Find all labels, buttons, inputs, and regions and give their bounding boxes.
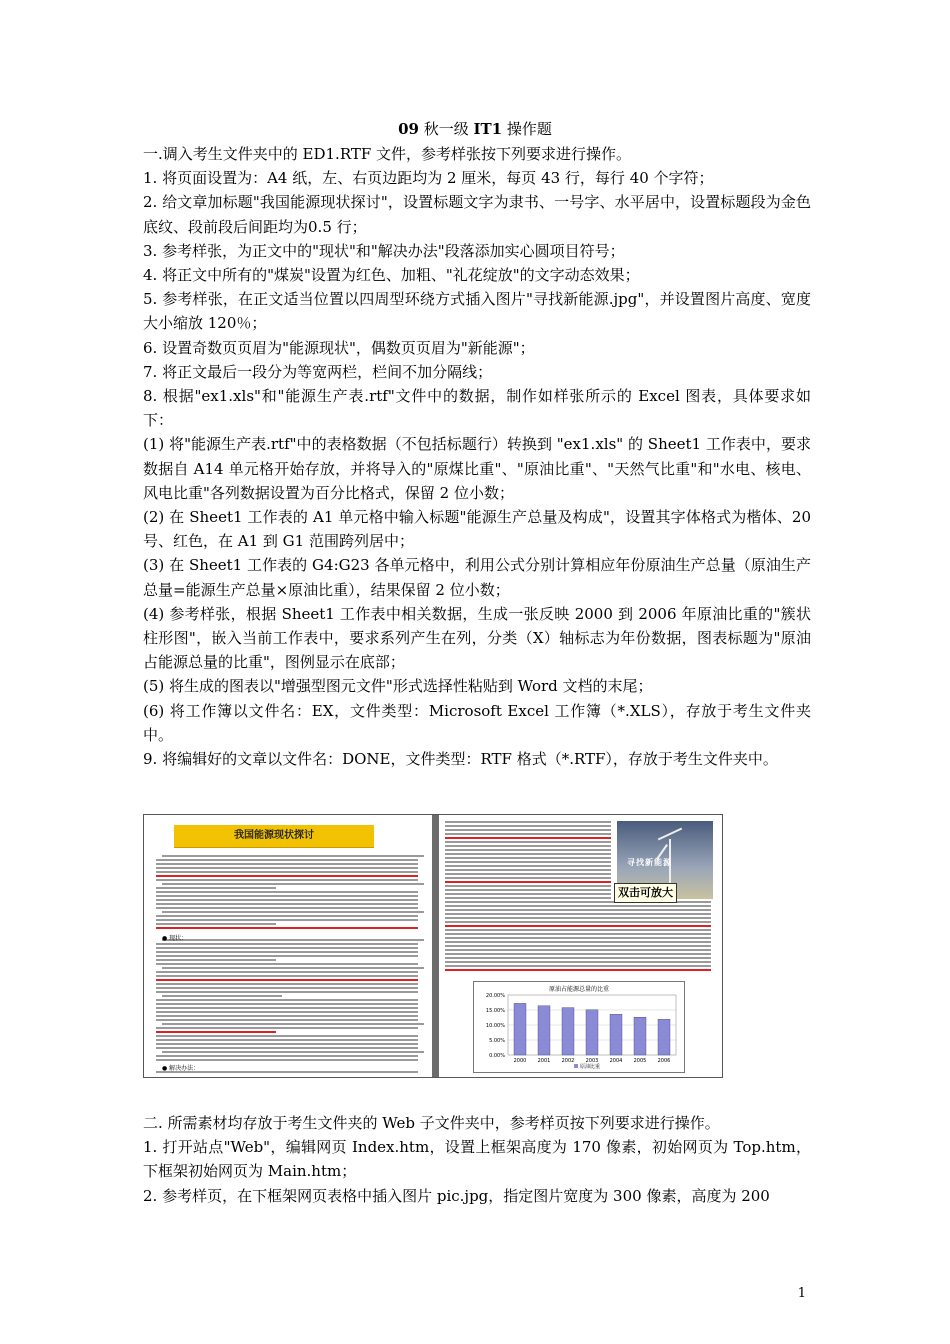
sample-text-line [156, 891, 418, 893]
sample-text-line [156, 1035, 418, 1037]
bar-2001 [538, 1006, 550, 1055]
page-number: 1 [797, 1286, 806, 1301]
sample-text-line [156, 947, 418, 949]
sample-text-line [445, 905, 711, 907]
sample-text-line [156, 1059, 418, 1061]
sample-text-line [156, 1007, 418, 1009]
sample-text-line [156, 975, 418, 977]
sample-text-line [156, 871, 418, 873]
y-tick-label: 10.00% [485, 1023, 505, 1029]
y-tick-label: 15.00% [485, 1008, 505, 1014]
sample-text-line [445, 949, 711, 951]
sample-text-line [445, 873, 611, 875]
sample-text-line [156, 863, 418, 865]
bar-2006 [658, 1019, 670, 1055]
sample-text-line [445, 865, 611, 867]
sample-text-line [156, 887, 276, 889]
chart-svg [474, 982, 684, 1072]
task-8-3: (3) 在 Sheet1 工作表的 G4:G23 各单元格中，利用公式分别计算相应年份原油生产总量（原油生产总量=能源生产总量×原油比重），结果保留 2 位小数； [143, 556, 811, 599]
sample-text-line [156, 955, 418, 957]
sample-text-line [156, 1039, 418, 1041]
sample-text-line [156, 903, 418, 905]
sample-text-line [156, 919, 418, 921]
sample-text-line [156, 1015, 418, 1017]
sample-text-line [445, 937, 711, 939]
x-tick-label: 2001 [537, 1058, 551, 1064]
sample-bullet-status: ● 现状： [162, 935, 188, 942]
task-6: 6. 设置奇数页页眉为"能源现状"，偶数页页眉为"新能源"； [143, 338, 535, 357]
sample-text-line [156, 907, 418, 909]
sample-text-line [156, 875, 418, 877]
task-7: 7. 将正文最后一段分为等宽两栏，栏间不加分隔线； [143, 362, 493, 381]
sample-text-line [156, 979, 418, 981]
sample-text-line [445, 957, 711, 959]
bar-2002 [562, 1008, 574, 1055]
sample-page-left [146, 817, 432, 1075]
sample-figure [143, 814, 723, 1078]
legend-swatch [574, 1064, 578, 1068]
section2-intro: 二. 所需素材均存放于考生文件夹的 Web 子文件夹中，参考样页按下列要求进行操作。 [143, 1114, 720, 1132]
x-tick-label: 2005 [633, 1058, 647, 1064]
crude-oil-chart [473, 981, 685, 1073]
sample-text-line [445, 833, 611, 835]
task-8-2: (2) 在 Sheet1 工作表的 A1 单元格中输入标题"能源生产总量及构成"，设置其字体格式为楷体、20 号、红色，在 A1 到 G1 范围跨列居中； [143, 508, 811, 551]
sample-text-line [156, 1003, 418, 1005]
sample-text-line [156, 867, 418, 869]
sample-text-line [156, 1055, 418, 1057]
task-2: 2. 给文章加标题"我国能源现状探讨"，设置标题文字为隶书、一号字、水平居中，设置标题段为金色底纹、段前段后间距均为0.5 行； [143, 193, 811, 236]
sample-text-line [445, 897, 611, 899]
sample-text-line [445, 909, 711, 911]
x-tick-label: 2006 [657, 1058, 671, 1064]
title-code: IT1 [473, 120, 503, 138]
sample-text-line [156, 1011, 418, 1013]
sample-text-line [445, 853, 611, 855]
sample-text-line [156, 999, 418, 1001]
sample-text-line [162, 855, 424, 857]
sample-text-line [156, 859, 418, 861]
sample-text-line [445, 953, 711, 955]
sample-text-line [162, 939, 424, 941]
x-tick-label: 2002 [561, 1058, 575, 1064]
sample-text-line [445, 845, 611, 847]
sample-text-line [156, 983, 418, 985]
sample-text-line [445, 837, 611, 839]
sample-text-line [445, 969, 711, 971]
task-8-4: (4) 参考样张，根据 Sheet1 工作表中相关数据，生成一张反映 2000 到 2006 年原油比重的"簇状柱形图"，嵌入当前工作表中，要求系列产生在列，分类（X）轴标志为年份数据，图表标题为"原油占能源总量的比重"，图例显示在底部； [143, 604, 811, 672]
sample-text-line [156, 963, 418, 965]
x-tick-label: 2003 [585, 1058, 599, 1064]
sample-text-line [445, 881, 611, 883]
sample-text-line [162, 1023, 424, 1025]
double-click-enlarge-button[interactable]: 双击可放大 [614, 883, 677, 903]
sample-text-line [156, 915, 418, 917]
section1-intro: 一.调入考生文件夹中的 ED1.RTF 文件，参考样张按下列要求进行操作。 [143, 145, 632, 163]
sample-text-line [156, 895, 418, 897]
title-middle: 秋一级 [418, 120, 474, 138]
page-title [0, 118, 950, 140]
sample-text-line [445, 869, 611, 871]
sample-text-line [445, 849, 611, 851]
sample-text-line [162, 995, 282, 997]
sample-text-line [162, 967, 424, 969]
task-5: 5. 参考样张，在正文适当位置以四周型环绕方式插入图片"寻找新能源.jpg"，并设置图片高度、宽度大小缩放 120％； [143, 290, 811, 333]
sample-text-line [445, 841, 611, 843]
sample-text-line [445, 945, 711, 947]
sample-text-line [156, 971, 418, 973]
y-tick-label: 5.00% [489, 1038, 505, 1044]
sample-text-line [445, 941, 711, 943]
sample-text-line [445, 821, 611, 823]
sample-text-line [445, 825, 611, 827]
sample-text-line [162, 883, 424, 885]
task-8-6: (6) 将工作簿以文件名：EX，文件类型：Microsoft Excel 工作簿（*.XLS），存放于考生文件夹中。 [143, 701, 811, 744]
bar-2004 [610, 1014, 622, 1055]
sample-text-line [156, 943, 418, 945]
title-suffix: 操作题 [502, 120, 552, 138]
chart-title: 原油占能源总量的比重 [548, 986, 610, 993]
y-tick-label: 0.00% [489, 1053, 505, 1059]
task-9: 9. 将编辑好的文章以文件名：DONE，文件类型：RTF 格式（*.RTF），存放于考生文件夹中。 [143, 750, 778, 769]
task-3: 3. 参考样张，为正文中的"现状"和"解决办法"段落添加实心圆项目符号； [143, 241, 625, 260]
task-1: 1. 将页面设置为：A4 纸，左、右页边距均为 2 厘米，每页 43 行，每行 40 个字符； [143, 169, 714, 188]
title-prefix: 09 [398, 120, 419, 138]
sample-doc-title: 我国能源现状探讨 [174, 825, 374, 848]
sample-text-line [445, 889, 611, 891]
sample-text-line [156, 951, 418, 953]
sample-text-line [156, 1047, 418, 1049]
task-8-1: (1) 将"能源生产表.rtf"中的表格数据（不包括标题行）转换到 "ex1.xls" 的 Sheet1 工作表中，要求数据自 A14 单元格开始存放，并将导入的"原煤比重"、"原油比重"、"天然气比重"和"水电、核电、风电比重"各列数据设置为百分比格式，保留 2 位小数； [143, 435, 811, 502]
sample-text-line [156, 899, 418, 901]
web-task-2: 2. 参考样页，在下框架网页表格中插入图片 pic.jpg，指定图片宽度为 300 像素，高度为 200 [143, 1186, 770, 1205]
bar-2003 [586, 1010, 598, 1055]
sample-text-line [445, 961, 711, 963]
chart-legend: 原油比重 [580, 1064, 601, 1070]
sample-text-line [156, 927, 418, 929]
sample-text-line [445, 829, 611, 831]
sample-text-line [445, 857, 611, 859]
section-one [143, 142, 811, 771]
sample-text-line [156, 879, 418, 881]
sample-text-line [445, 933, 711, 935]
sample-text-line [156, 1043, 418, 1045]
sample-text-line [445, 861, 611, 863]
sample-page-right [439, 817, 720, 1075]
sample-text-line [445, 965, 711, 967]
section-two [143, 1111, 811, 1208]
sample-text-line [156, 991, 418, 993]
picture-caption: 寻找新能源 [627, 858, 672, 867]
sample-text-line [162, 911, 424, 913]
web-task-1: 1. 打开站点"Web"，编辑网页 Index.htm，设置上框架高度为 170 像素，初始网页为 Top.htm，下框架初始网页为 Main.htm； [143, 1138, 811, 1181]
sample-text-line [445, 893, 611, 895]
sample-text-line [156, 987, 418, 989]
x-tick-label: 2004 [609, 1058, 623, 1064]
sample-text-line [445, 877, 611, 879]
sample-text-line [156, 1027, 418, 1029]
sample-bullet-solution: ● 解决办法： [162, 1065, 200, 1072]
task-8-5: (5) 将生成的图表以"增强型图元文件"形式选择性粘贴到 Word 文档的末尾； [143, 677, 653, 696]
bar-2005 [634, 1017, 646, 1055]
sample-text-line [156, 1031, 276, 1033]
bar-2000 [514, 1003, 526, 1055]
sample-text-line [445, 885, 611, 887]
sample-text-line [162, 1051, 424, 1053]
sample-text-line [445, 913, 711, 915]
task-4: 4. 将正文中所有的"煤炭"设置为红色、加粗、"礼花绽放"的文字动态效果； [143, 266, 640, 285]
sample-text-line [156, 1019, 418, 1021]
x-tick-label: 2000 [513, 1058, 527, 1064]
sample-text-line [445, 925, 711, 927]
task-8: 8. 根据"ex1.xls"和"能源生产表.rtf"文件中的数据，制作如样张所示的 Excel 图表，具体要求如下： [143, 387, 811, 430]
sample-text-line [445, 921, 711, 923]
sample-text-line [156, 959, 276, 961]
page-gap [432, 815, 439, 1077]
y-tick-label: 20.00% [485, 993, 505, 999]
sample-text-line [156, 923, 276, 925]
sample-text-line [445, 929, 711, 931]
sample-text-line [445, 917, 711, 919]
